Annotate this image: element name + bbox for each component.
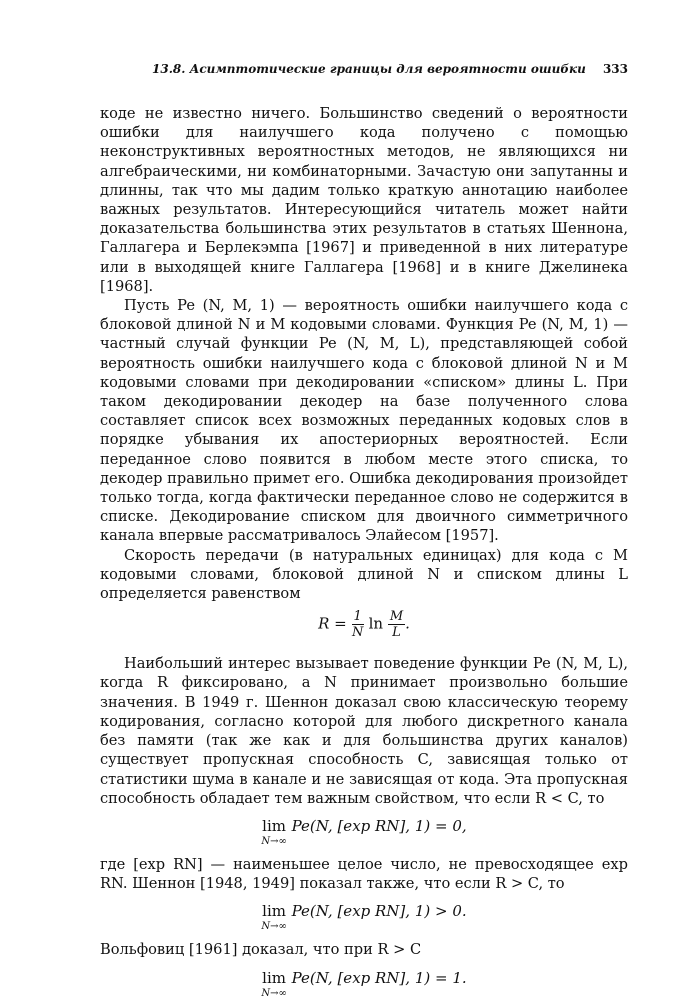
paragraph-3: Скорость передачи (в натуральных единицах) для кода с M кодовыми словами, блоковой длиной N и списком длины L определяется равенством bbox=[100, 546, 628, 603]
running-head bbox=[100, 58, 628, 82]
limit-formula-2: lim N→∞ Pe(N, [exp RN], 1) > 0. bbox=[261, 902, 467, 933]
limit-formula-1: lim N→∞ Pe(N, [exp RN], 1) = 0, bbox=[261, 816, 467, 847]
fraction-m-over-l: $\frac{M}{L}$ bbox=[389, 609, 404, 641]
limit-formula-3: lim N→∞ Pe(N, [exp RN], 1) = 1. bbox=[261, 968, 467, 999]
rate-formula: R = $\frac{1}{N}$ ln $\frac{M}{L}$ . bbox=[318, 609, 410, 641]
page-number: 333 bbox=[602, 62, 628, 76]
fraction-one-over-n: $\frac{1}{N}$ bbox=[351, 609, 364, 641]
paragraph-1: коде не известно ничего. Большинство сведений о вероятности ошибки для наилучшего кода получено с помощью неконструктивных вероятностных методов, не являющихся ни алгебраическими, ни комбинаторными. Зачастую они запутанны и длинны, так что мы дадим только краткую аннотацию наиболее важных результатов. Интересующийся читатель может найти доказательства большинства этих результатов в статьях Шеннона, Галлагера и Берлекэмпа [1967] и приведенной в них литературе или в выходящей книге Галлагера [1968] и в книге Джелинека [1968]. bbox=[100, 105, 628, 295]
running-head-title: 13.8. Асимптотические границы для вероятности ошибки bbox=[152, 62, 586, 76]
paragraph-2: Пусть Pe (N, M, 1) — вероятность ошибки наилучшего кода с блоковой длиной N и M кодовыми словами. Функция Pe (N, M, 1) — частный случай функции Pe (N, M, L), представляющей собой вероятность ошибки наилучшего кода с блоковой длиной N и M кодовыми словами при декодировании «списком» длины L. При таком декодировании декодер на базе полученного слова составляет список всех возможных переданных кодовых слов в порядке убывания их апостериорных вероятностей. Если переданное слово появится в любом месте этого списка, то декодер правильно примет его. Ошибка декодирования произойдет только тогда, когда фактически переданное слово не содержится в списке. Декодирование списком для двоичного симметричного канала впервые рассматривалось Элайесом [1957]. bbox=[100, 297, 628, 545]
paragraph-4: Наибольший интерес вызывает поведение функции Pe (N, M, L), когда R фиксировано, а N принимает произвольно большие значения. В 1949 г. Шеннон доказал свою классическую теорему кодирования, согласно которой для любого дискретного канала без памяти (так же как и для большинства других каналов) существует пропускная способность C, зависящая только от статистики шума в канале и не зависящая от кода. Эта пропускная способность обладает тем важным свойством, что если R < C, то bbox=[100, 655, 628, 807]
paragraph-6: Вольфовиц [1961] доказал, что при R > C bbox=[100, 941, 422, 959]
paragraph-5: где [exp RN] — наименьшее целое число, не превосходящее exp RN. Шеннон [1948, 1949] показал также, что если R > C, то bbox=[100, 855, 628, 893]
page bbox=[100, 58, 628, 1007]
body-text bbox=[100, 104, 628, 999]
